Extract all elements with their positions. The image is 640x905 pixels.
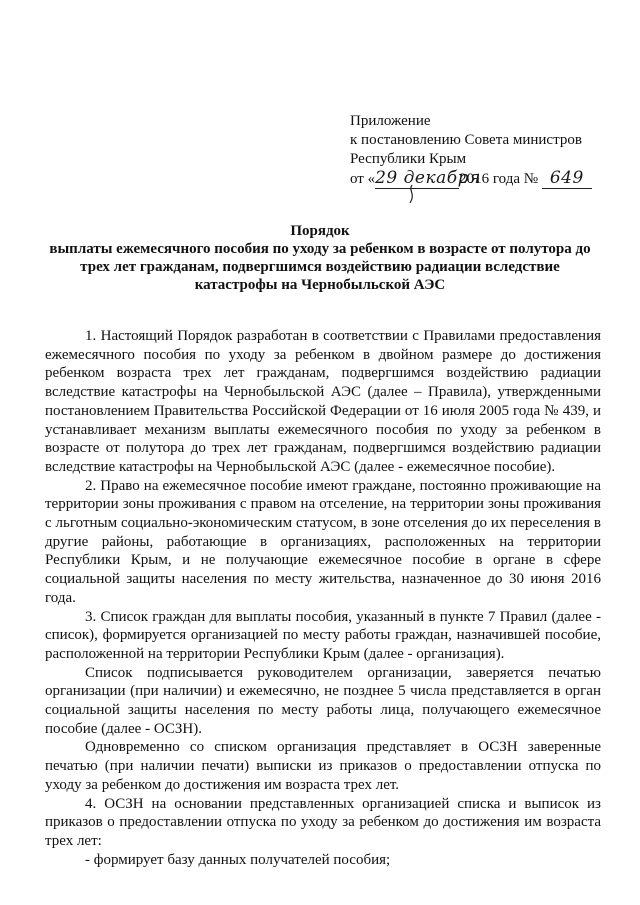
handwritten-date: 29 декабря [375,168,481,188]
appendix-header [350,112,592,189]
document-body [45,327,601,869]
handwriting-stroke-icon [402,183,422,205]
document-title [40,222,600,294]
appendix-republic-line: Республики Крым [350,151,467,167]
title-subheading: выплаты ежемесячного пособия по уходу за ребенком в возрасте от полутора до трех лет гражданам, подвергшимся воздействию радиации вследствие катастрофы на Чернобыльской АЭС [49,241,591,293]
paragraph-2: 2. Право на ежемесячное пособие имеют граждане, постоянно проживающие на территории зоны проживания с правом на отселение, на территории зоны проживания с льготным социально-экономическим статусом, в зоне отселения до их переселения в другие районы, работающие в организациях, расположенных на территории Республики Крым, и не получающие ежемесячное пособие в органе в сфере социальной защиты населения по месту жительства, назначенное до 30 июня 2016 года. [45,477,601,606]
title-heading: Порядок [290,223,350,239]
appendix-date-line [350,169,592,189]
handwritten-number: 649 [542,169,592,189]
paragraph-3: 3. Список граждан для выплаты пособия, указанный в пункте 7 Правил (далее - список), формируется организацией по месту работы граждан, назначившей пособие, расположенной на территории Республики Крым (далее - организация). [45,608,601,662]
appendix-label: Приложение [350,113,431,129]
paragraph-5: Одновременно со списком организация представляет в ОСЗН заверенные печатью (при наличии печати) выписки из приказов о предоставлении отпуска по уходу за ребенком до достижения им возраста трех лет. [45,739,601,793]
appendix-ref-line: к постановлению Совета министров [350,132,582,148]
paragraph-4: Список подписывается руководителем организации, заверяется печатью организации (при наличии) и ежемесячно, не позднее 5 числа представляется в орган социальной защиты населения по месту работы лица, получающего ежемесячное пособие (далее - ОСЗН). [45,664,601,737]
paragraph-7: - формирует базу данных получателей пособия; [85,851,391,868]
paragraph-6: 4. ОСЗН на основании представленных организацией списка и выписок из приказов о предоставлении отпуска по уходу за ребенком до достижения им возраста трех лет: [45,795,601,849]
date-prefix: от « [350,171,376,187]
date-mid: 2016 года № [459,171,539,187]
paragraph-1: 1. Настоящий Порядок разработан в соответствии с Правилами предоставления ежемесячного пособия по уходу за ребенком в двойном размере до достижения ребенком возраста трех лет гражданам, подвергшимся воздействию радиации вследствие катастрофы на Чернобыльской АЭС (далее – Правила), утвержденными постановлением Правительства Российской Федерации от 16 июля 2005 года № 439, и устанавливает механизм выплаты ежемесячного пособия по уходу за ребенком в возрасте от полутора до трех лет гражданам, подвергшимся воздействию радиации вследствие катастрофы на Чернобыльской АЭС (далее - ежемесячное пособие). [45,328,601,475]
